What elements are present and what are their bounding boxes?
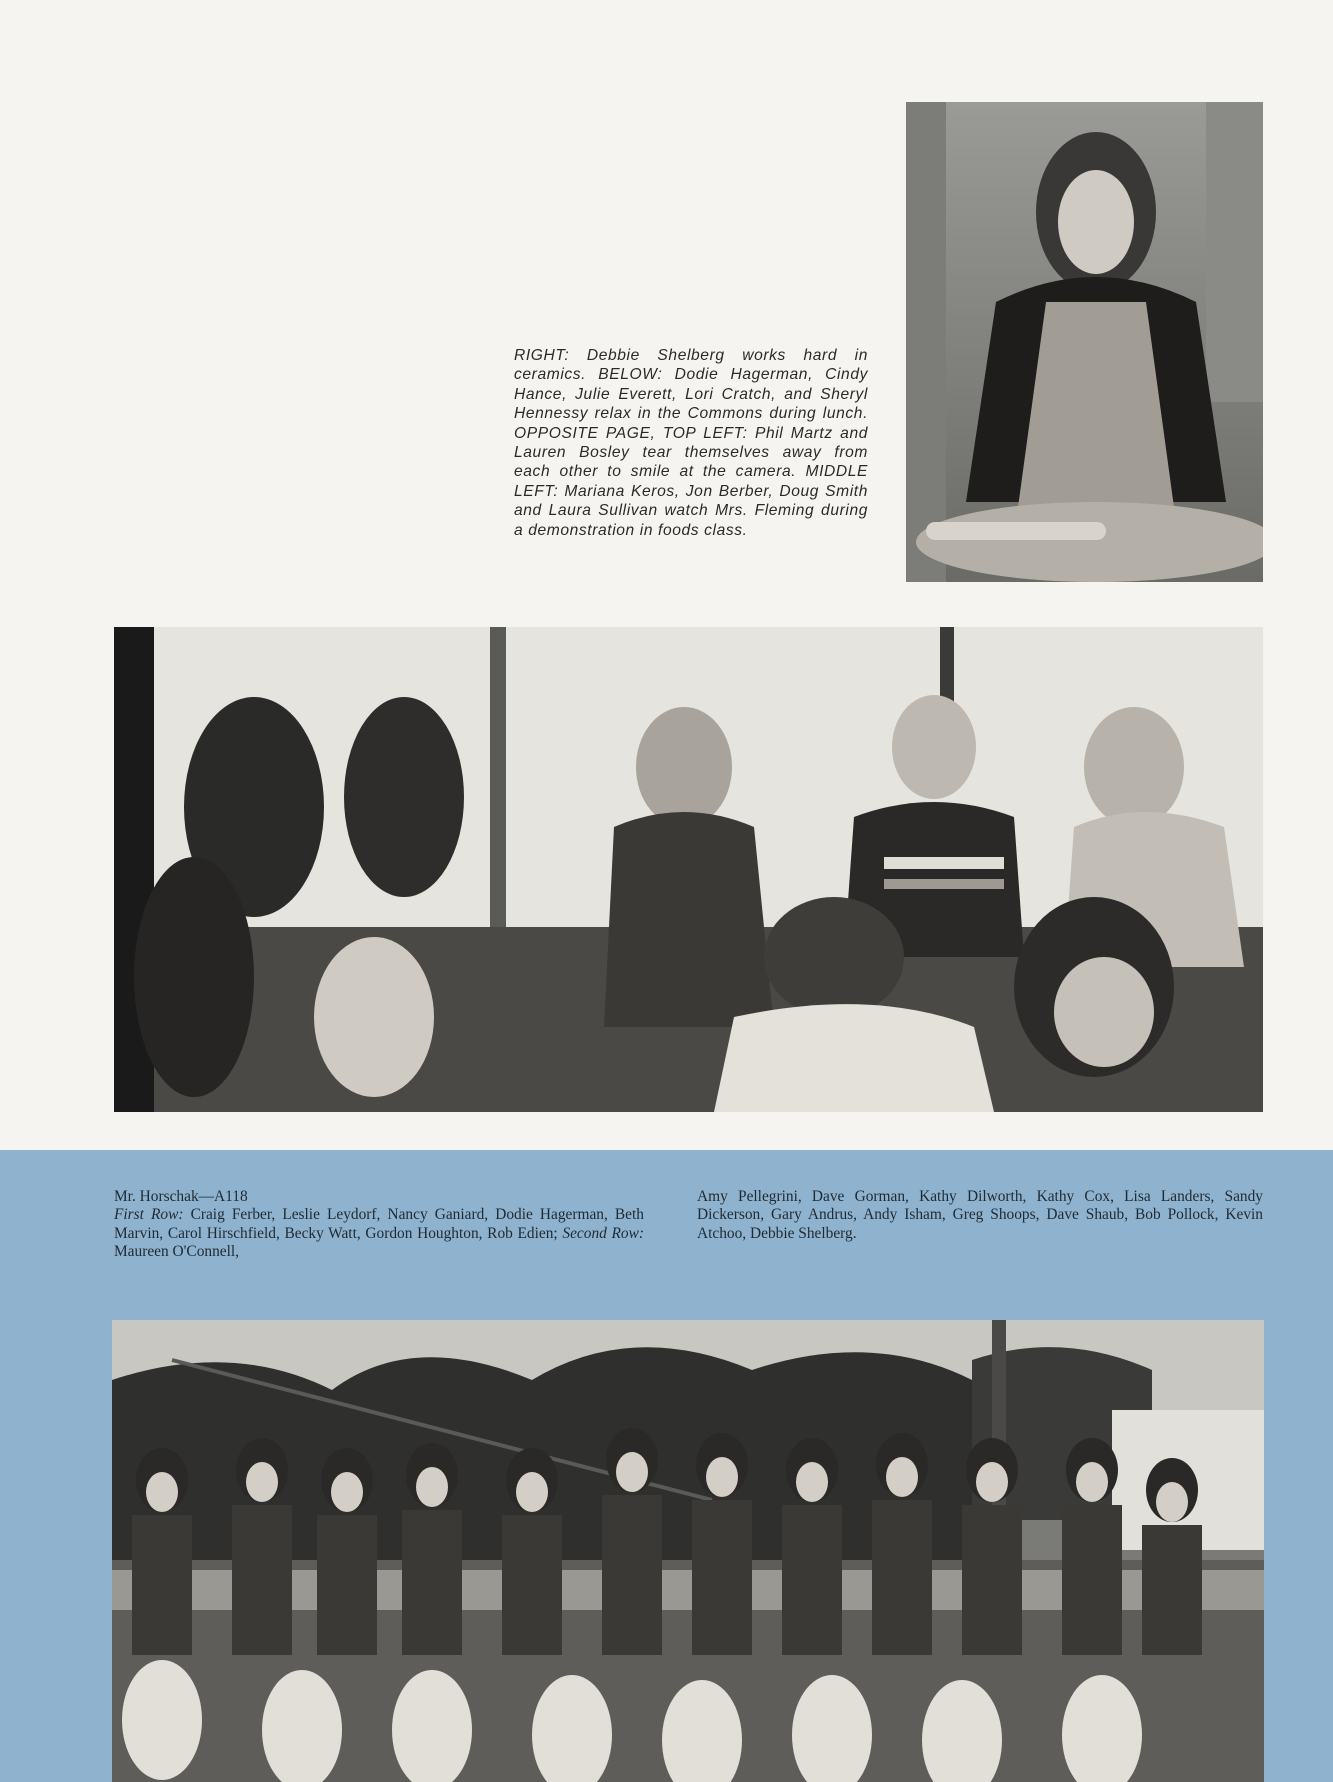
photo-commons-image — [114, 627, 1263, 1112]
photo-caption: RIGHT: Debbie Shelberg works hard in ceramics. BELOW: Dodie Hagerman, Cindy Hance, Julie Everett, Lori Cratch, and Sheryl Hennessy relax in the Commons during lunch. OPPOSITE PAGE, TOP LEFT: Phil Martz and Lauren Bosley tear themselves away from each other to smile at the camera. MIDDLE LEFT: Mariana Keros, Jon Berber, Doug Smith and Laura Sullivan watch Mrs. Fleming during a demonstration in foods class. — [514, 347, 868, 539]
photo-commons-lunch — [114, 627, 1263, 1112]
homeroom-title: Mr. Horschak—A118 — [114, 1188, 248, 1205]
first-row-names: Craig Ferber, Leslie Leydorf, Nancy Ganiard, Dodie Hagerman, Beth Marvin, Carol Hirschfield, Becky Watt, Gordon Houghton, Rob Edien; — [114, 1206, 644, 1242]
photo-group-image — [112, 1320, 1264, 1782]
second-row-label: Second Row: — [562, 1224, 645, 1242]
homeroom-text-right — [697, 1188, 1263, 1243]
second-row-names-part2: Amy Pellegrini, Dave Gorman, Kathy Dilworth, Kathy Cox, Lisa Landers, Sandy Dickerson, Gary Andrus, Andy Isham, Greg Shoops, Dave Shaub, Bob Pollock, Kevin Atchoo, Debbie Shelberg. — [697, 1188, 1263, 1242]
first-row-label: First Row: — [114, 1206, 184, 1224]
photo-ceramics-image — [906, 102, 1263, 582]
photo-ceramics — [906, 102, 1263, 582]
homeroom-text-left — [114, 1188, 644, 1262]
photo-homeroom-group — [112, 1320, 1264, 1782]
second-row-names-part1: Maureen O'Connell, — [114, 1243, 240, 1261]
